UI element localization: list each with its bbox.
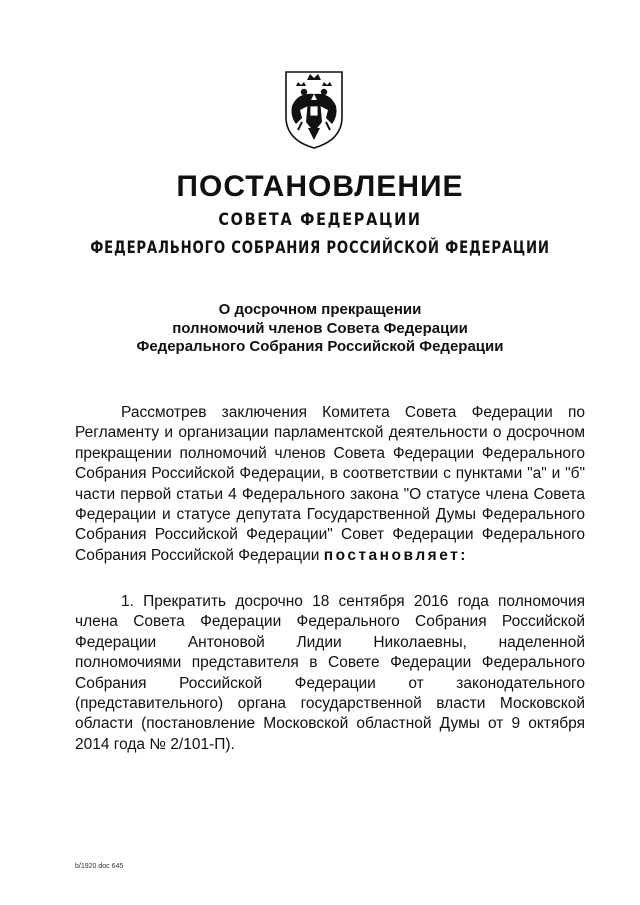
state-emblem-icon [272, 62, 356, 152]
decree-punctuation: : [460, 546, 468, 564]
clause-1-text: 1. Прекратить досрочно 18 сентября 2016 года полномочия члена Совета Федерации Федерального Собрания Российской Федерации Антоновой Лидии Николаевны, наделенной полномочиями представителя в Совете Федерации Федерального Собрания Российской Федерации от законодательного (представительного) органа государственной власти Московской области (постановление Московской областной Думы от 9 октября 2014 года № 2/101-П). [75, 593, 585, 753]
issuer-line-1: СОВЕТА ФЕДЕРАЦИИ [218, 210, 422, 230]
subject-line-3: Федерального Собрания Российской Федерации [136, 338, 504, 355]
clause-1-paragraph [75, 592, 585, 755]
document-title: ПОСТАНОВЛЕНИЕ [176, 170, 464, 203]
decree-word: постановляет [323, 546, 461, 564]
preamble-text: Рассмотрев заключения Комитета Совета Федерации по Регламенту и организации парламентской деятельности о досрочном прекращении полномочий членов Совета Федерации Федерального Собрания Российской Федерации, в соответствии с пунктами "а" и "б" части первой статьи 4 Федерального закона "О статусе члена Совета Федерации и статусе депутата Государственной Думы Федерального Собрания Российской Федерации" Совет Федерации Федерального Собрания Российской Федерации [75, 404, 585, 564]
document-subject [0, 301, 640, 357]
subject-line-1: О досрочном прекращении [218, 301, 422, 318]
subject-line-2: полномочий членов Совета Федерации [172, 319, 468, 337]
preamble-paragraph [75, 403, 585, 566]
file-reference: b/1920.doc 645 [75, 863, 124, 870]
issuer-line-2: ФЕДЕРАЛЬНОГО СОБРАНИЯ РОССИЙСКОЙ ФЕДЕРАЦИИ [90, 238, 550, 258]
